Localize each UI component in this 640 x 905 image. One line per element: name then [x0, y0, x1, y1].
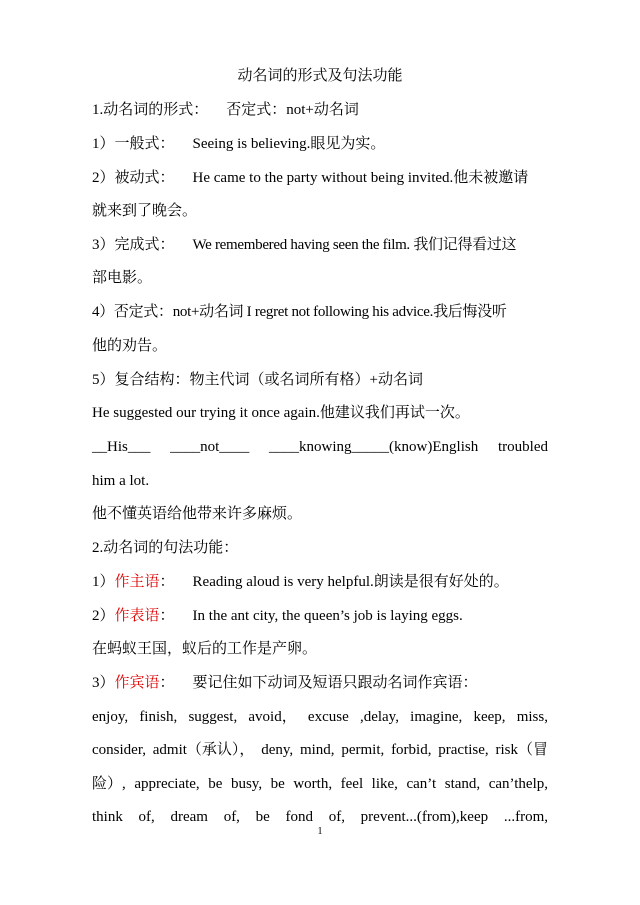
- verb-word: miss,: [516, 709, 548, 725]
- verb-word: keep,: [473, 709, 506, 725]
- verb-word: ,delay,: [359, 709, 399, 725]
- item4-continuation: 他的劝告。: [92, 338, 168, 354]
- item5-line: [92, 370, 548, 390]
- verb-word: busy,: [230, 776, 263, 792]
- verb-word: like,: [371, 776, 398, 792]
- verb-word: stand,: [444, 776, 481, 792]
- verb-word: ...from,: [503, 809, 548, 825]
- function1-number: 1）: [92, 574, 115, 590]
- verb-word: permit,: [341, 742, 385, 758]
- function2-label: 作表语: [114, 608, 160, 624]
- item3-continuation: 部电影。: [92, 270, 153, 286]
- section2-heading: 2.动名词的句法功能：: [92, 540, 239, 556]
- function3-text: 要记住如下动词及短语只跟动名词作宾语：: [192, 675, 478, 691]
- exercise-word: ____knowing_____(know)English: [269, 439, 479, 455]
- verb-word: risk（冒: [495, 742, 548, 758]
- verb-word: be: [255, 809, 270, 825]
- verb-word: excuse: [307, 709, 349, 725]
- exercise-continuation: him a lot.: [92, 473, 150, 489]
- verb-line-2: [92, 740, 548, 760]
- verb-word: 险）,: [92, 776, 126, 792]
- item2-text: He came to the party without being invited.他未被邀请: [192, 170, 529, 186]
- verb-word: fond: [285, 809, 314, 825]
- item1-line: [92, 134, 548, 154]
- item4-line: 4）否定式：not+动名词 I regret not following his advice.我后悔没听: [92, 304, 507, 320]
- item5-example: He suggested our trying it once again.他建议我们再试一次。: [92, 405, 470, 421]
- verb-word: of,: [328, 809, 345, 825]
- function2-number: 2）: [92, 608, 115, 624]
- function1-line: [92, 572, 548, 592]
- item5-label: 5）复合结构：: [92, 372, 190, 388]
- function2-colon: ：: [159, 608, 175, 624]
- item1-label: 1）一般式：: [92, 136, 175, 152]
- item2-line: [92, 168, 548, 188]
- verb-word: worth,: [293, 776, 333, 792]
- verb-word: dream: [170, 809, 208, 825]
- verb-word: can’thelp,: [488, 776, 548, 792]
- verb-word: be: [270, 776, 285, 792]
- exercise-translation: 他不懂英语给他带来许多麻烦。: [92, 506, 303, 522]
- function3-label: 作宾语: [114, 675, 160, 691]
- verb-word: be: [208, 776, 223, 792]
- verb-word: mind,: [299, 742, 335, 758]
- function3-number: 3）: [92, 675, 115, 691]
- section1-heading: 1.动名词的形式：: [92, 102, 209, 118]
- verb-word: of,: [223, 809, 240, 825]
- verb-word: admit（承认），: [152, 742, 255, 758]
- exercise-word: troubled: [497, 439, 548, 455]
- verb-word: prevent...(from),keep: [360, 809, 489, 825]
- verb-line-3: [92, 774, 548, 794]
- document-title: 动名词的形式及句法功能: [237, 68, 403, 84]
- verb-word: feel: [340, 776, 364, 792]
- item2-continuation: 就来到了晚会。: [92, 203, 198, 219]
- function2-line: [92, 606, 548, 626]
- item3-label: 3）完成式：: [92, 237, 175, 253]
- item1-text: Seeing is believing.眼见为实。: [192, 136, 386, 152]
- function2-translation: 在蚂蚁王国，蚁后的工作是产卵。: [92, 641, 318, 657]
- item3-text: We remembered having seen the film. 我们记得看过这: [192, 237, 517, 253]
- function1-colon: ：: [159, 574, 175, 590]
- verb-word: deny,: [261, 742, 294, 758]
- page-number: 1: [317, 826, 323, 837]
- verb-word: enjoy,: [92, 709, 129, 725]
- exercise-line: [92, 437, 548, 457]
- verb-word: finish,: [139, 709, 178, 725]
- verb-word: imagine,: [410, 709, 463, 725]
- verb-word: avoid，: [248, 709, 297, 725]
- verb-word: forbid,: [391, 742, 432, 758]
- item5-text: 物主代词（或名词所有格）+动名词: [189, 372, 423, 388]
- function1-text: Reading aloud is very helpful.朗读是很有好处的。: [192, 574, 509, 590]
- section1-heading-line: [92, 100, 548, 120]
- item3-line: [92, 235, 548, 255]
- verb-word: of,: [138, 809, 155, 825]
- verb-word: consider,: [92, 742, 146, 758]
- verb-word: suggest,: [188, 709, 238, 725]
- function3-colon: ：: [159, 675, 175, 691]
- verb-line-1: [92, 707, 548, 727]
- exercise-word: ____not____: [170, 439, 250, 455]
- verb-word: practise,: [438, 742, 489, 758]
- function1-label: 作主语: [114, 574, 160, 590]
- verb-word: can’t: [406, 776, 437, 792]
- verb-word: think: [92, 809, 123, 825]
- function3-line: [92, 673, 548, 693]
- item2-label: 2）被动式：: [92, 170, 175, 186]
- verb-line-4: [92, 807, 548, 827]
- verb-word: appreciate,: [134, 776, 200, 792]
- exercise-word: __His___: [92, 439, 151, 455]
- negative-form-label: 否定式：not+动名词: [226, 102, 359, 118]
- function2-text: In the ant city, the queen’s job is laying eggs.: [192, 608, 463, 624]
